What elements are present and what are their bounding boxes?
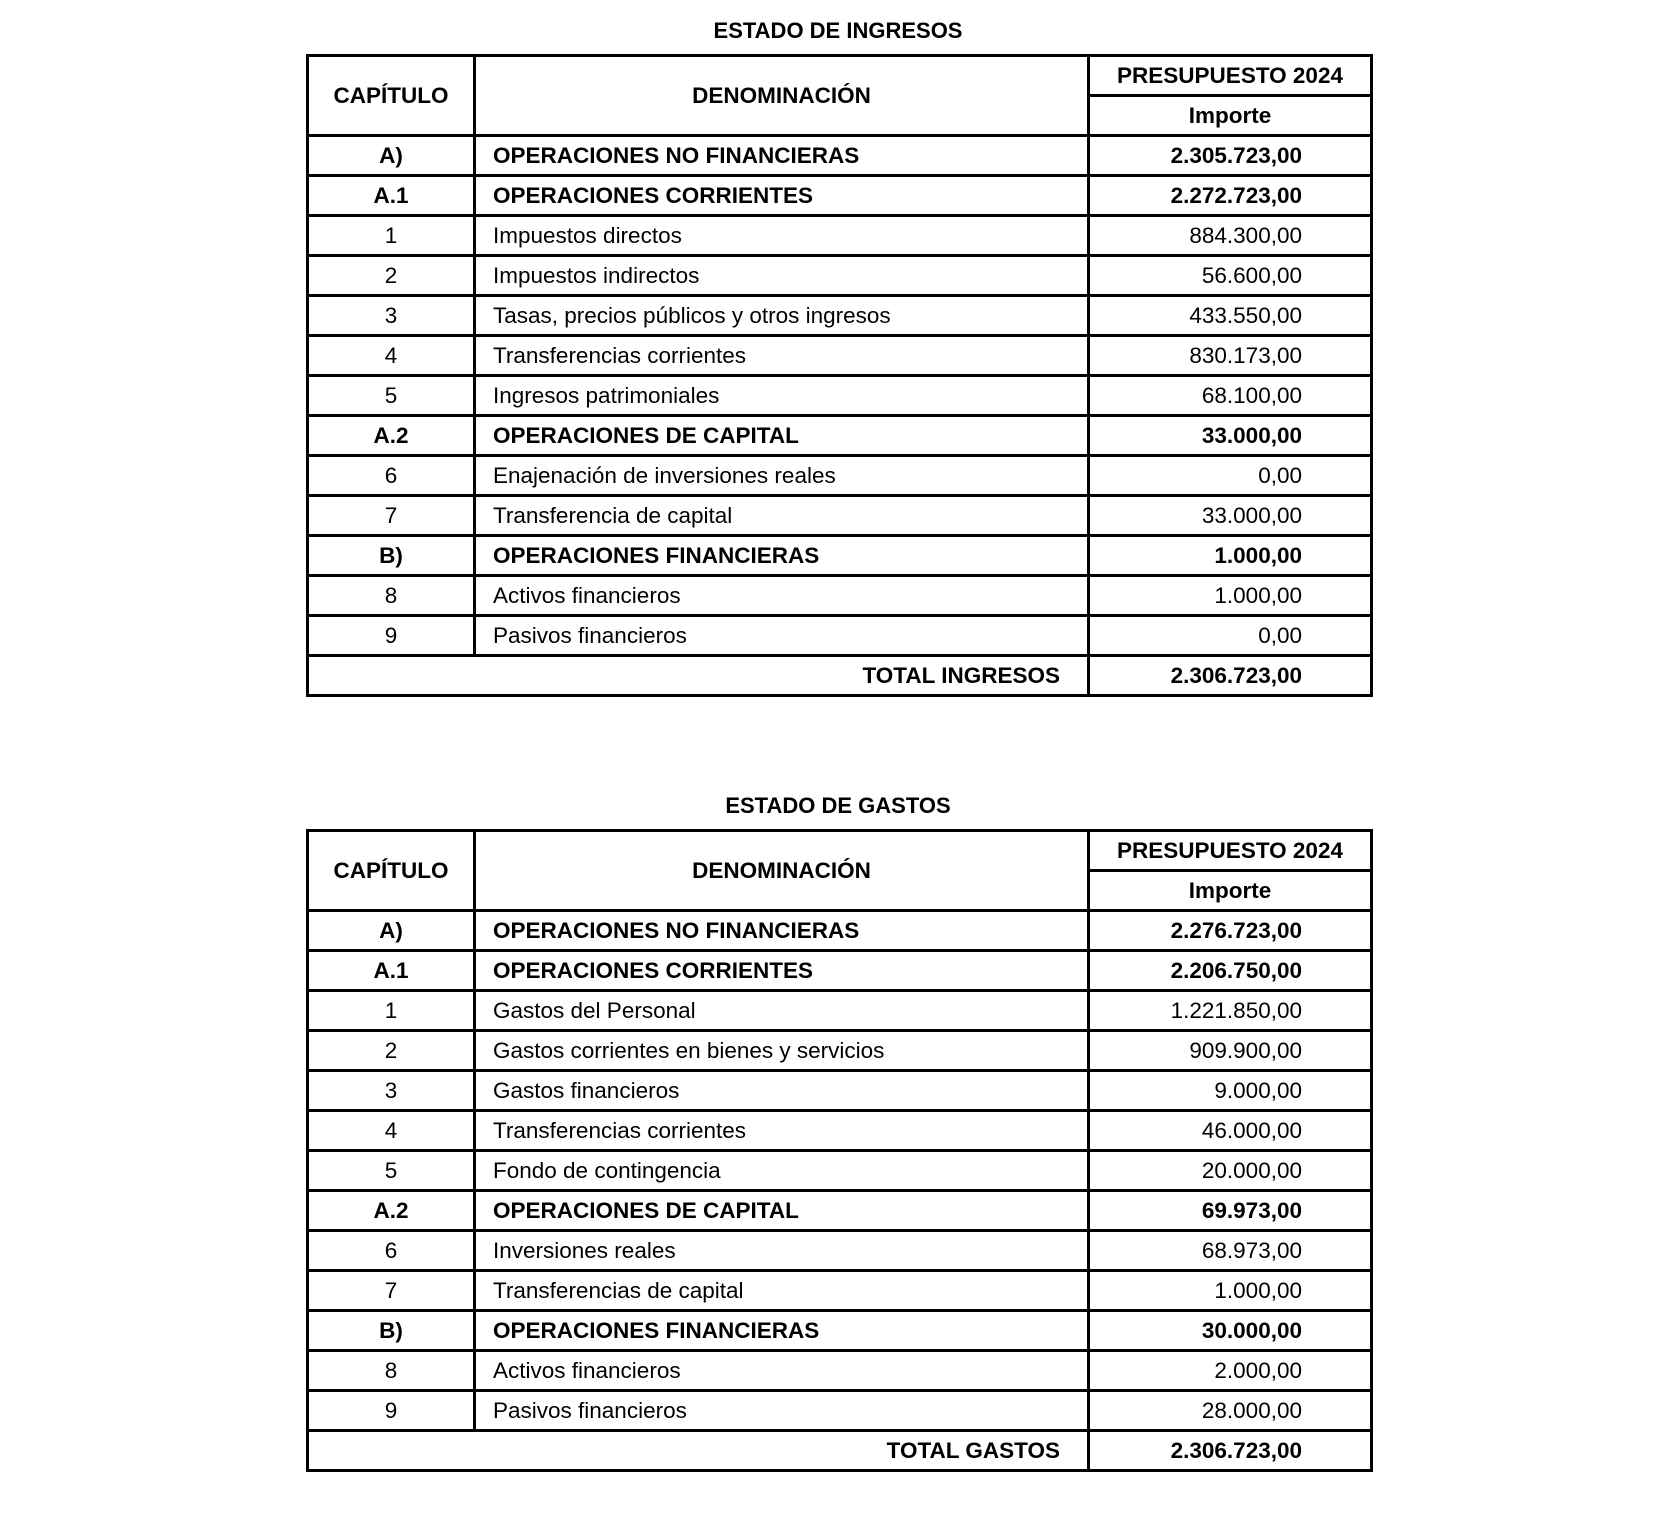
cell-capitulo: 6 <box>308 456 475 496</box>
cell-denominacion: Impuestos indirectos <box>475 256 1089 296</box>
total-row <box>308 656 1372 696</box>
cell-importe: 830.173,00 <box>1089 336 1372 376</box>
cell-capitulo: 7 <box>308 496 475 536</box>
cell-capitulo: B) <box>308 1311 475 1351</box>
table-row <box>308 1271 1372 1311</box>
ingresos-body <box>308 136 1372 656</box>
table-row <box>308 376 1372 416</box>
cell-capitulo: 9 <box>308 616 475 656</box>
cell-importe: 33.000,00 <box>1089 496 1372 536</box>
header-row <box>308 831 1372 871</box>
cell-capitulo: 5 <box>308 376 475 416</box>
cell-importe: 1.000,00 <box>1089 1271 1372 1311</box>
table-row <box>308 951 1372 991</box>
table-row <box>308 991 1372 1031</box>
total-label: TOTAL GASTOS <box>308 1431 1089 1471</box>
cell-denominacion: Impuestos directos <box>475 216 1089 256</box>
ingresos-title: ESTADO DE INGRESOS <box>713 18 963 43</box>
table-row <box>308 336 1372 376</box>
header-presupuesto: PRESUPUESTO 2024 <box>1089 56 1372 96</box>
cell-denominacion: Transferencia de capital <box>475 496 1089 536</box>
cell-capitulo: 5 <box>308 1151 475 1191</box>
cell-capitulo: A.2 <box>308 1191 475 1231</box>
cell-denominacion: OPERACIONES NO FINANCIERAS <box>475 136 1089 176</box>
cell-importe: 68.973,00 <box>1089 1231 1372 1271</box>
table-row <box>308 136 1372 176</box>
cell-importe: 884.300,00 <box>1089 216 1372 256</box>
table-row <box>308 1391 1372 1431</box>
cell-denominacion: Tasas, precios públicos y otros ingresos <box>475 296 1089 336</box>
table-row <box>308 176 1372 216</box>
gastos-body <box>308 911 1372 1431</box>
cell-importe: 9.000,00 <box>1089 1071 1372 1111</box>
cell-denominacion: Activos financieros <box>475 1351 1089 1391</box>
cell-denominacion: Transferencias corrientes <box>475 336 1089 376</box>
cell-denominacion: Activos financieros <box>475 576 1089 616</box>
table-row <box>308 416 1372 456</box>
cell-denominacion: OPERACIONES DE CAPITAL <box>475 1191 1089 1231</box>
gastos-title: ESTADO DE GASTOS <box>725 793 951 818</box>
cell-denominacion: Ingresos patrimoniales <box>475 376 1089 416</box>
header-denominacion: DENOMINACIÓN <box>475 56 1089 136</box>
cell-importe: 2.272.723,00 <box>1089 176 1372 216</box>
total-importe: 2.306.723,00 <box>1089 1431 1372 1471</box>
total-row <box>308 1431 1372 1471</box>
cell-capitulo: 1 <box>308 991 475 1031</box>
table-row <box>308 1231 1372 1271</box>
table-row <box>308 1071 1372 1111</box>
cell-denominacion: OPERACIONES FINANCIERAS <box>475 536 1089 576</box>
header-capitulo: CAPÍTULO <box>308 831 475 911</box>
total-label: TOTAL INGRESOS <box>308 656 1089 696</box>
table-row <box>308 1191 1372 1231</box>
cell-denominacion: Transferencias de capital <box>475 1271 1089 1311</box>
cell-capitulo: 2 <box>308 1031 475 1071</box>
header-row <box>308 56 1372 96</box>
cell-denominacion: Transferencias corrientes <box>475 1111 1089 1151</box>
total-importe: 2.306.723,00 <box>1089 656 1372 696</box>
cell-capitulo: A.2 <box>308 416 475 456</box>
cell-importe: 2.276.723,00 <box>1089 911 1372 951</box>
cell-denominacion: Enajenación de inversiones reales <box>475 456 1089 496</box>
table-row <box>308 256 1372 296</box>
cell-importe: 909.900,00 <box>1089 1031 1372 1071</box>
cell-denominacion: OPERACIONES FINANCIERAS <box>475 1311 1089 1351</box>
table-row <box>308 496 1372 536</box>
cell-importe: 433.550,00 <box>1089 296 1372 336</box>
cell-capitulo: 4 <box>308 336 475 376</box>
header-importe: Importe <box>1089 871 1372 911</box>
cell-denominacion: OPERACIONES NO FINANCIERAS <box>475 911 1089 951</box>
cell-importe: 56.600,00 <box>1089 256 1372 296</box>
gastos-table <box>306 829 1373 1472</box>
header-presupuesto: PRESUPUESTO 2024 <box>1089 831 1372 871</box>
cell-importe: 20.000,00 <box>1089 1151 1372 1191</box>
table-row <box>308 216 1372 256</box>
cell-capitulo: 2 <box>308 256 475 296</box>
cell-denominacion: Gastos financieros <box>475 1071 1089 1111</box>
cell-importe: 1.000,00 <box>1089 576 1372 616</box>
cell-importe: 1.000,00 <box>1089 536 1372 576</box>
cell-importe: 68.100,00 <box>1089 376 1372 416</box>
table-row <box>308 536 1372 576</box>
cell-capitulo: A.1 <box>308 176 475 216</box>
table-row <box>308 1111 1372 1151</box>
table-row <box>308 616 1372 656</box>
cell-denominacion: Pasivos financieros <box>475 1391 1089 1431</box>
header-capitulo: CAPÍTULO <box>308 56 475 136</box>
table-row <box>308 296 1372 336</box>
cell-denominacion: Fondo de contingencia <box>475 1151 1089 1191</box>
cell-denominacion: OPERACIONES CORRIENTES <box>475 951 1089 991</box>
cell-denominacion: Pasivos financieros <box>475 616 1089 656</box>
cell-capitulo: 6 <box>308 1231 475 1271</box>
table-row <box>308 456 1372 496</box>
cell-importe: 0,00 <box>1089 456 1372 496</box>
cell-capitulo: 3 <box>308 1071 475 1111</box>
cell-capitulo: A) <box>308 136 475 176</box>
table-row <box>308 911 1372 951</box>
cell-importe: 0,00 <box>1089 616 1372 656</box>
table-row <box>308 1031 1372 1071</box>
table-row <box>308 1351 1372 1391</box>
cell-importe: 69.973,00 <box>1089 1191 1372 1231</box>
table-row <box>308 1311 1372 1351</box>
cell-denominacion: OPERACIONES CORRIENTES <box>475 176 1089 216</box>
table-row <box>308 1151 1372 1191</box>
cell-capitulo: 7 <box>308 1271 475 1311</box>
cell-importe: 46.000,00 <box>1089 1111 1372 1151</box>
ingresos-section <box>306 14 1370 697</box>
cell-capitulo: 9 <box>308 1391 475 1431</box>
cell-importe: 2.000,00 <box>1089 1351 1372 1391</box>
cell-capitulo: 1 <box>308 216 475 256</box>
header-importe: Importe <box>1089 96 1372 136</box>
ingresos-table <box>306 54 1373 697</box>
cell-importe: 1.221.850,00 <box>1089 991 1372 1031</box>
cell-capitulo: 4 <box>308 1111 475 1151</box>
cell-capitulo: A.1 <box>308 951 475 991</box>
cell-importe: 30.000,00 <box>1089 1311 1372 1351</box>
cell-capitulo: 8 <box>308 576 475 616</box>
cell-importe: 33.000,00 <box>1089 416 1372 456</box>
cell-denominacion: Inversiones reales <box>475 1231 1089 1271</box>
cell-denominacion: Gastos corrientes en bienes y servicios <box>475 1031 1089 1071</box>
cell-capitulo: B) <box>308 536 475 576</box>
cell-denominacion: Gastos del Personal <box>475 991 1089 1031</box>
table-row <box>308 576 1372 616</box>
gastos-section <box>306 789 1370 1472</box>
cell-importe: 28.000,00 <box>1089 1391 1372 1431</box>
cell-importe: 2.206.750,00 <box>1089 951 1372 991</box>
cell-capitulo: 8 <box>308 1351 475 1391</box>
cell-denominacion: OPERACIONES DE CAPITAL <box>475 416 1089 456</box>
cell-capitulo: 3 <box>308 296 475 336</box>
cell-importe: 2.305.723,00 <box>1089 136 1372 176</box>
cell-capitulo: A) <box>308 911 475 951</box>
header-denominacion: DENOMINACIÓN <box>475 831 1089 911</box>
